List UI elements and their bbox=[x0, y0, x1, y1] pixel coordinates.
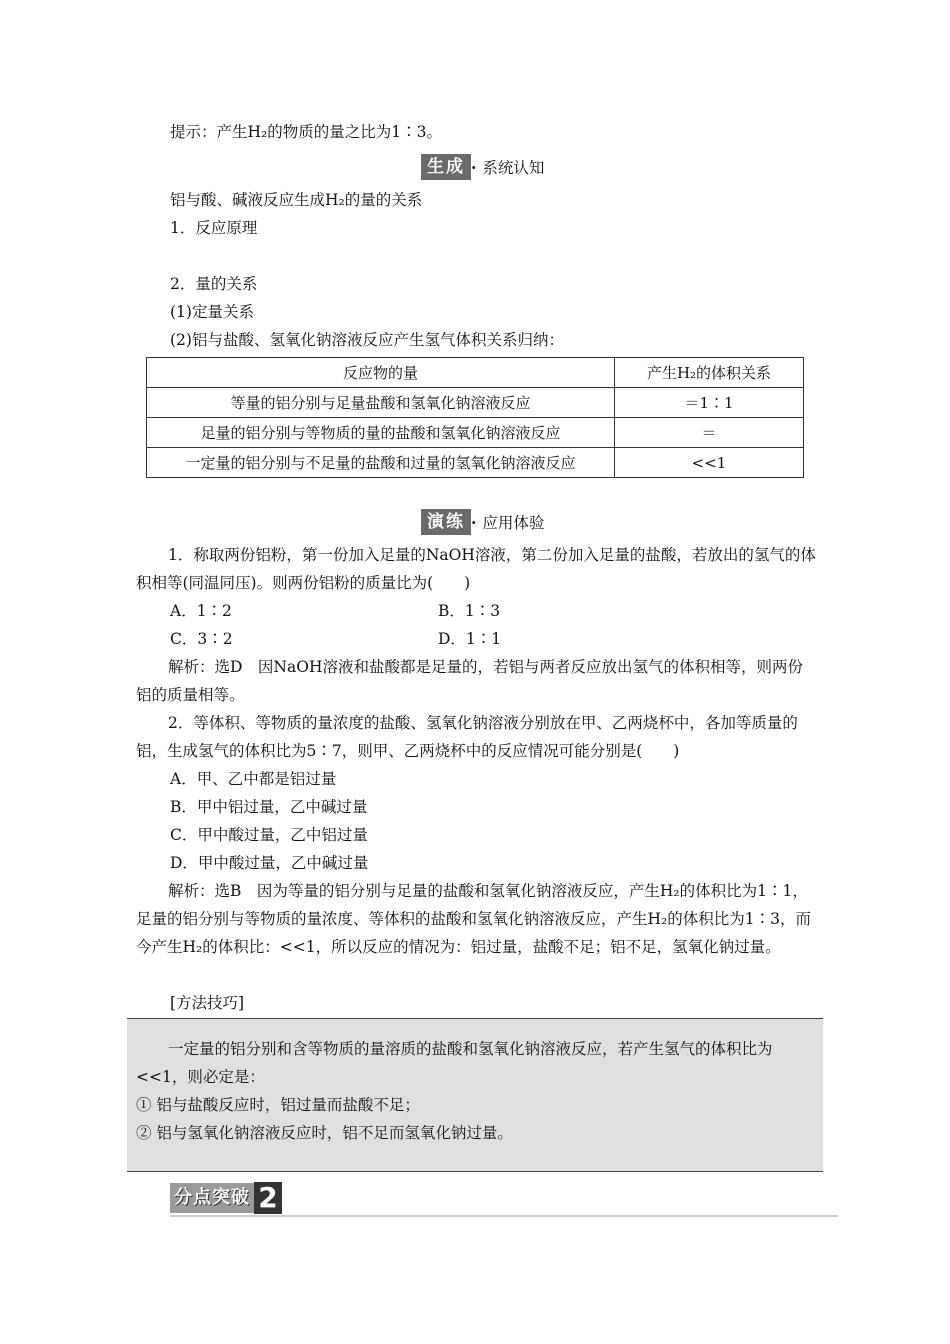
section-number: 2 bbox=[254, 1182, 282, 1214]
bullet-dot: · bbox=[471, 157, 477, 177]
practice-badge: 演练 bbox=[421, 509, 471, 535]
section-label: 分点突破 bbox=[170, 1183, 254, 1213]
relation-heading: 铝与酸、碱液反应生成H₂的量的关系 bbox=[170, 191, 423, 209]
table-cell: <<1 bbox=[615, 448, 804, 478]
table-cell: ＝ bbox=[615, 418, 804, 448]
generate-subtitle: 系统认知 bbox=[482, 159, 545, 177]
sub-quantitative: (1)定量关系 bbox=[170, 303, 254, 321]
q2-option-b: B．甲中铝过量，乙中碱过量 bbox=[170, 798, 368, 816]
table-cell: 等量的铝分别与足量盐酸和氢氧化钠溶液反应 bbox=[147, 388, 615, 418]
q1-option-a: A．1∶2 bbox=[170, 602, 232, 620]
practice-subtitle: 应用体验 bbox=[482, 514, 545, 532]
table-cell: 一定量的铝分别与不足量的盐酸和过量的氢氧化钠溶液反应 bbox=[147, 448, 615, 478]
q2-option-d: D．甲中酸过量，乙中碱过量 bbox=[170, 854, 369, 872]
table-cell: ＝1∶1 bbox=[615, 388, 804, 418]
method-text-2: ① 铝与盐酸反应时，铝过量而盐酸不足； bbox=[136, 1096, 420, 1114]
table-row bbox=[147, 448, 804, 478]
table-row bbox=[147, 418, 804, 448]
section-breakthrough-header bbox=[170, 1182, 282, 1214]
q1-option-d: D．1∶1 bbox=[438, 630, 502, 648]
question-1-stem: 1．称取两份铝粉，第一份加入足量的NaOH溶液，第二份加入足量的盐酸，若放出的氢气的体积相等(同温同压)。则两份铝粉的质量比为( ) bbox=[136, 546, 816, 592]
table-header-cell: 产生H₂的体积关系 bbox=[615, 358, 804, 388]
item-quantity-relation: 2．量的关系 bbox=[170, 275, 258, 293]
volume-relation-table bbox=[146, 357, 804, 478]
q2-option-c: C．甲中酸过量，乙中铝过量 bbox=[170, 826, 368, 844]
bullet-dot: · bbox=[471, 512, 477, 532]
table-header-row bbox=[147, 358, 804, 388]
method-text-3: ② 铝与氢氧化钠溶液反应时，铝不足而氢氧化钠过量。 bbox=[136, 1124, 513, 1142]
table-header-cell: 反应物的量 bbox=[147, 358, 615, 388]
question-2-stem: 2．等体积、等物质的量浓度的盐酸、氢氧化钠溶液分别放在甲、乙两烧杯中，各加等质量的铝，生成氢气的体积比为5∶7，则甲、乙两烧杯中的反应情况可能分别是( ) bbox=[136, 714, 798, 760]
method-label: [方法技巧] bbox=[170, 994, 245, 1012]
q1-option-c: C．3∶2 bbox=[170, 630, 233, 648]
method-tips-box bbox=[127, 1018, 823, 1172]
table-cell: 足量的铝分别与等物质的量的盐酸和氢氧化钠溶液反应 bbox=[147, 418, 615, 448]
generate-badge: 生成 bbox=[421, 154, 471, 180]
q2-option-a: A．甲、乙中都是铝过量 bbox=[170, 770, 337, 788]
q1-analysis: 解析：选D 因NaOH溶液和盐酸都是足量的，若铝与两者反应放出氢气的体积相等，则两份铝的质量相等。 bbox=[136, 658, 803, 704]
section-divider bbox=[170, 1215, 838, 1217]
table-row bbox=[147, 388, 804, 418]
section-header-practice bbox=[421, 509, 544, 535]
q2-analysis: 解析：选B 因为等量的铝分别与足量的盐酸和氢氧化钠溶液反应，产生H₂的体积比为1∶1，足量的铝分别与等物质的量浓度、等体积的盐酸和氢氧化钠溶液反应，产生H₂的体积比为1∶3，而今产生H₂的体积比：<<1，所以反应的情况为：铝过量，盐酸不足；铝不足，氢氧化钠过量。 bbox=[136, 882, 811, 956]
hint-text: 提示：产生H₂的物质的量之比为1∶3。 bbox=[170, 123, 442, 141]
item-reaction-principle: 1．反应原理 bbox=[170, 219, 258, 237]
sub-summary: (2)铝与盐酸、氢氧化钠溶液反应产生氢气体积关系归纳： bbox=[170, 331, 564, 349]
section-header-generate bbox=[421, 154, 544, 180]
q1-option-b: B．1∶3 bbox=[438, 602, 501, 620]
method-text-1: 一定量的铝分别和含等物质的量溶质的盐酸和氢氧化钠溶液反应，若产生氢气的体积比为<<1，则必定是： bbox=[136, 1040, 773, 1086]
